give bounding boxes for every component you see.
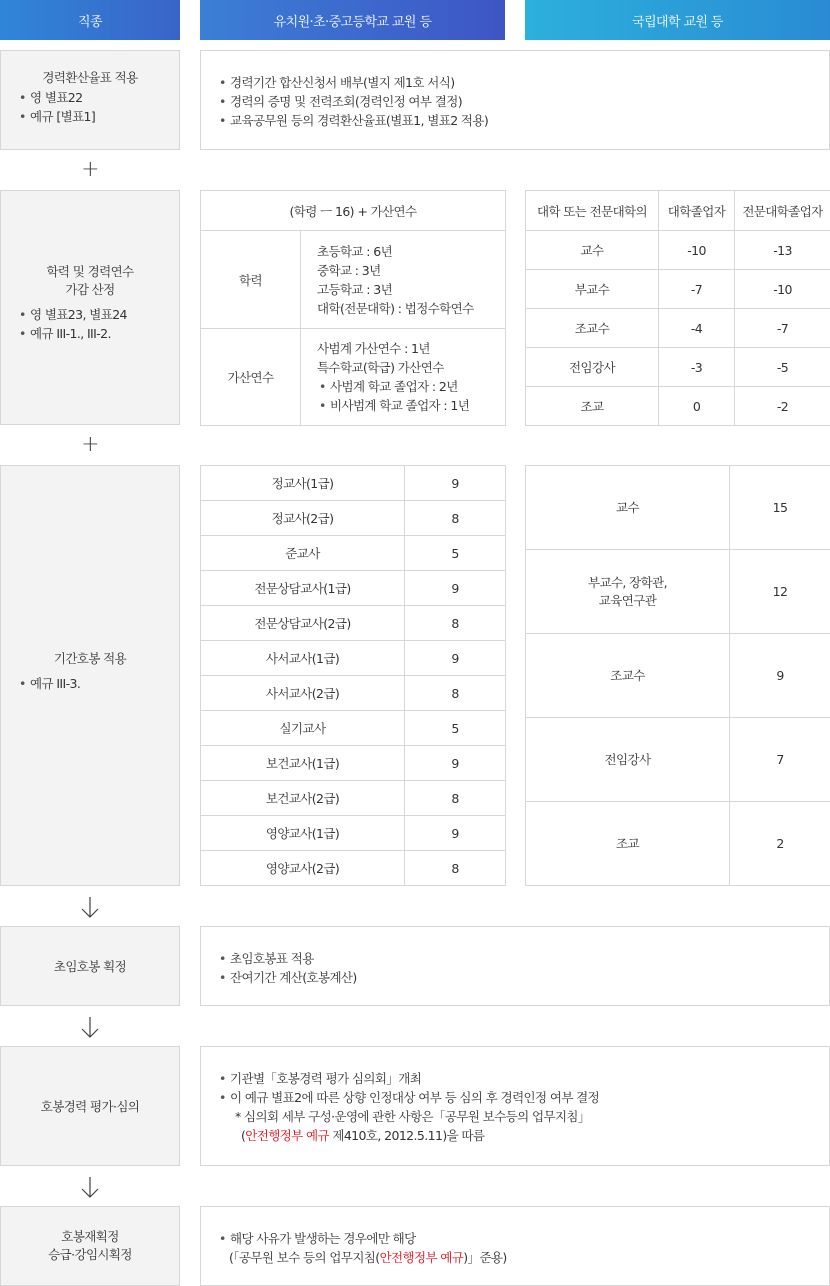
sub-red-text: 안전행정부 예규	[379, 1250, 464, 1265]
school-line: 중학교 : 3년	[317, 262, 381, 278]
teacher-period-value: 8	[405, 851, 506, 886]
teacher-period-value: 9	[405, 466, 506, 501]
step5-note	[219, 1107, 829, 1145]
teacher-period-value: 8	[405, 676, 506, 711]
univ-rank	[526, 466, 730, 550]
univ-value: 0	[659, 387, 735, 426]
step2-ref: • 영 별표23, 별표24	[19, 305, 179, 324]
univ-rank: 부교수	[526, 270, 659, 309]
table-row	[526, 802, 830, 886]
step4-label-box	[0, 926, 180, 1006]
bonus-label: 가산연수	[201, 329, 301, 426]
univ-value: -2	[735, 387, 830, 426]
step4-content-box	[200, 926, 830, 1006]
univ-rank	[526, 634, 730, 718]
school-label: 학력	[201, 231, 301, 329]
header-school-teachers: 유치원·초·중고등학교 교원 등	[200, 0, 505, 40]
step6-label-box	[0, 1206, 180, 1286]
school-line: 고등학교 : 3년	[317, 281, 393, 297]
arrow-down-icon	[80, 896, 100, 920]
school-lines	[301, 231, 506, 329]
table-row	[526, 348, 830, 387]
univ-rank: 조교수	[526, 309, 659, 348]
univ-value: -7	[735, 309, 830, 348]
teacher-grade: 전문상담교사(2급)	[201, 606, 405, 641]
univ-value: -13	[735, 231, 830, 270]
header-job-type: 직종	[0, 0, 180, 40]
teacher-period-value: 8	[405, 606, 506, 641]
table-row	[526, 550, 830, 634]
teacher-period-value: 9	[405, 816, 506, 851]
teacher-grade: 실기교사	[201, 711, 405, 746]
table-row	[201, 466, 506, 501]
note-text: (	[241, 1128, 246, 1143]
univ-rank: 전임강사	[526, 348, 659, 387]
table-row	[201, 501, 506, 536]
step5-label-box	[0, 1046, 180, 1166]
table-row	[526, 387, 830, 426]
teacher-grade: 보건교사(1급)	[201, 746, 405, 781]
formula-cell: (학령 ㅡ 16) + 가산연수	[201, 191, 506, 231]
step1-item: • 경력기간 합산신청서 배부(별지 제1호 서식)	[219, 73, 829, 92]
teacher-grade: 전문상담교사(1급)	[201, 571, 405, 606]
step1-label-box	[0, 50, 180, 150]
teacher-period-value: 9	[405, 746, 506, 781]
table-row	[201, 676, 506, 711]
univ-rank-line: 조교	[616, 835, 639, 851]
teacher-grade: 사서교사(2급)	[201, 676, 405, 711]
step1-refs	[19, 88, 179, 126]
univ-rank	[526, 802, 730, 886]
univ-period-value: 9	[730, 634, 830, 718]
univ-deduction-table	[525, 190, 830, 426]
table-row	[526, 309, 830, 348]
step1-title: 경력환산율표 적용	[42, 70, 138, 85]
univ-header: 전문대학졸업자	[735, 191, 830, 231]
step5-title: 호봉경력 평가·심의	[40, 1099, 140, 1114]
teacher-grade: 준교사	[201, 536, 405, 571]
teacher-period-value: 5	[405, 711, 506, 746]
univ-header: 대학 또는 전문대학의	[526, 191, 659, 231]
teacher-period-value: 8	[405, 781, 506, 816]
univ-rank-line: 전임강사	[604, 751, 651, 767]
step1-ref: • 영 별표22	[19, 88, 179, 107]
teacher-period-value: 5	[405, 536, 506, 571]
univ-period-value: 15	[730, 466, 830, 550]
header-national-univ: 국립대학 교원 등	[525, 0, 830, 40]
univ-rank: 조교	[526, 387, 659, 426]
step2-title-line: 학력 및 경력연수	[46, 264, 134, 279]
teacher-grade: 정교사(2급)	[201, 501, 405, 536]
univ-value: -4	[659, 309, 735, 348]
step6-content-box	[200, 1206, 830, 1286]
table-row	[201, 746, 506, 781]
table-row	[526, 634, 830, 718]
bonus-bullet: • 사범계 학교 졸업자 : 2년	[319, 377, 505, 396]
univ-value: -5	[735, 348, 830, 387]
bonus-bullet: • 비사범계 학교 졸업자 : 1년	[319, 396, 505, 415]
step6-title-line: 호봉재획정	[61, 1229, 119, 1244]
table-row	[201, 781, 506, 816]
teacher-period-table	[200, 465, 506, 886]
table-row	[201, 711, 506, 746]
sub-text: (「공무원 보수 등의 업무지침(	[229, 1250, 380, 1265]
step6-item: • 해당 사유가 발생하는 경우에만 해당	[219, 1229, 829, 1248]
arrow-down-icon	[80, 1016, 100, 1040]
teacher-grade: 사서교사(1급)	[201, 641, 405, 676]
school-line: 대학(전문대학) : 법정수학연수	[317, 300, 474, 316]
table-row	[526, 270, 830, 309]
univ-value: -7	[659, 270, 735, 309]
sub-text: )」준용)	[463, 1250, 507, 1265]
univ-rank-line: 교수	[616, 499, 639, 515]
step1-item: • 교육공무원 등의 경력환산율표(별표1, 별표2 적용)	[219, 111, 829, 130]
step5-content-box	[200, 1046, 830, 1166]
step2-ref: • 예규 III-1., III-2.	[19, 324, 179, 343]
teacher-period-value: 8	[405, 501, 506, 536]
plus-icon: +	[81, 157, 99, 182]
step4-item: • 초임호봉표 적용	[219, 949, 829, 968]
step6-sub	[219, 1248, 829, 1267]
note-red-text: 안전행정부 예규	[245, 1128, 329, 1143]
teacher-period-value: 9	[405, 641, 506, 676]
step1-item: • 경력의 증명 및 전력조회(경력인정 여부 결정)	[219, 92, 829, 111]
univ-period-value: 7	[730, 718, 830, 802]
note-text: 제410호, 2012.5.11)을 따름	[328, 1128, 485, 1143]
step5-note-line: * 심의회 세부 구성·운영에 관한 사항은「공무원 보수등의 업무지침」	[235, 1109, 590, 1124]
univ-header: 대학졸업자	[659, 191, 735, 231]
univ-period-table	[525, 465, 830, 886]
univ-rank	[526, 718, 730, 802]
step1-ref: • 예규 [별표1]	[19, 107, 179, 126]
step6-title-line: 승급·강임시획정	[48, 1247, 132, 1262]
bonus-lines	[301, 329, 506, 426]
table-row	[526, 231, 830, 270]
teacher-grade: 영양교사(1급)	[201, 816, 405, 851]
univ-rank	[526, 550, 730, 634]
step2-title-line: 가감 산정	[65, 282, 115, 297]
univ-rank-line: 조교수	[610, 667, 645, 683]
step4-title: 초임호봉 획정	[53, 959, 127, 974]
step4-item: • 잔여기간 계산(호봉계산)	[219, 968, 829, 987]
step2-label-box	[0, 190, 180, 425]
table-row	[201, 851, 506, 886]
univ-value: -3	[659, 348, 735, 387]
school-formula-table	[200, 190, 506, 426]
univ-value: -10	[659, 231, 735, 270]
univ-value: -10	[735, 270, 830, 309]
plus-icon: +	[81, 432, 99, 457]
table-row	[201, 641, 506, 676]
teacher-grade: 영양교사(2급)	[201, 851, 405, 886]
arrow-down-icon	[80, 1176, 100, 1200]
step3-ref: • 예규 III-3.	[19, 674, 179, 693]
univ-rank-line: 부교수, 장학관,	[588, 574, 667, 590]
bonus-line: 특수학교(학급) 가산연수	[317, 360, 444, 375]
step5-item: • 기관별「호봉경력 평가 심의회」개최	[219, 1069, 829, 1088]
table-row	[526, 718, 830, 802]
univ-rank-line: 교육연구관	[598, 592, 657, 608]
univ-period-value: 12	[730, 550, 830, 634]
step1-content-box	[200, 50, 830, 150]
step5-item: • 이 예규 별표2에 따른 상향 인정대상 여부 등 심의 후 경력인정 여부 결정	[219, 1088, 829, 1107]
step3-title: 기간호봉 적용	[53, 651, 127, 666]
bonus-line: 사범계 가산연수 : 1년	[317, 341, 430, 356]
table-row	[201, 571, 506, 606]
teacher-grade: 보건교사(2급)	[201, 781, 405, 816]
step3-label-box	[0, 465, 180, 886]
school-line: 초등학교 : 6년	[317, 243, 393, 259]
table-row	[526, 466, 830, 550]
table-row	[201, 536, 506, 571]
teacher-period-value: 9	[405, 571, 506, 606]
univ-period-value: 2	[730, 802, 830, 886]
table-row	[201, 816, 506, 851]
univ-rank: 교수	[526, 231, 659, 270]
table-row	[201, 606, 506, 641]
teacher-grade: 정교사(1급)	[201, 466, 405, 501]
